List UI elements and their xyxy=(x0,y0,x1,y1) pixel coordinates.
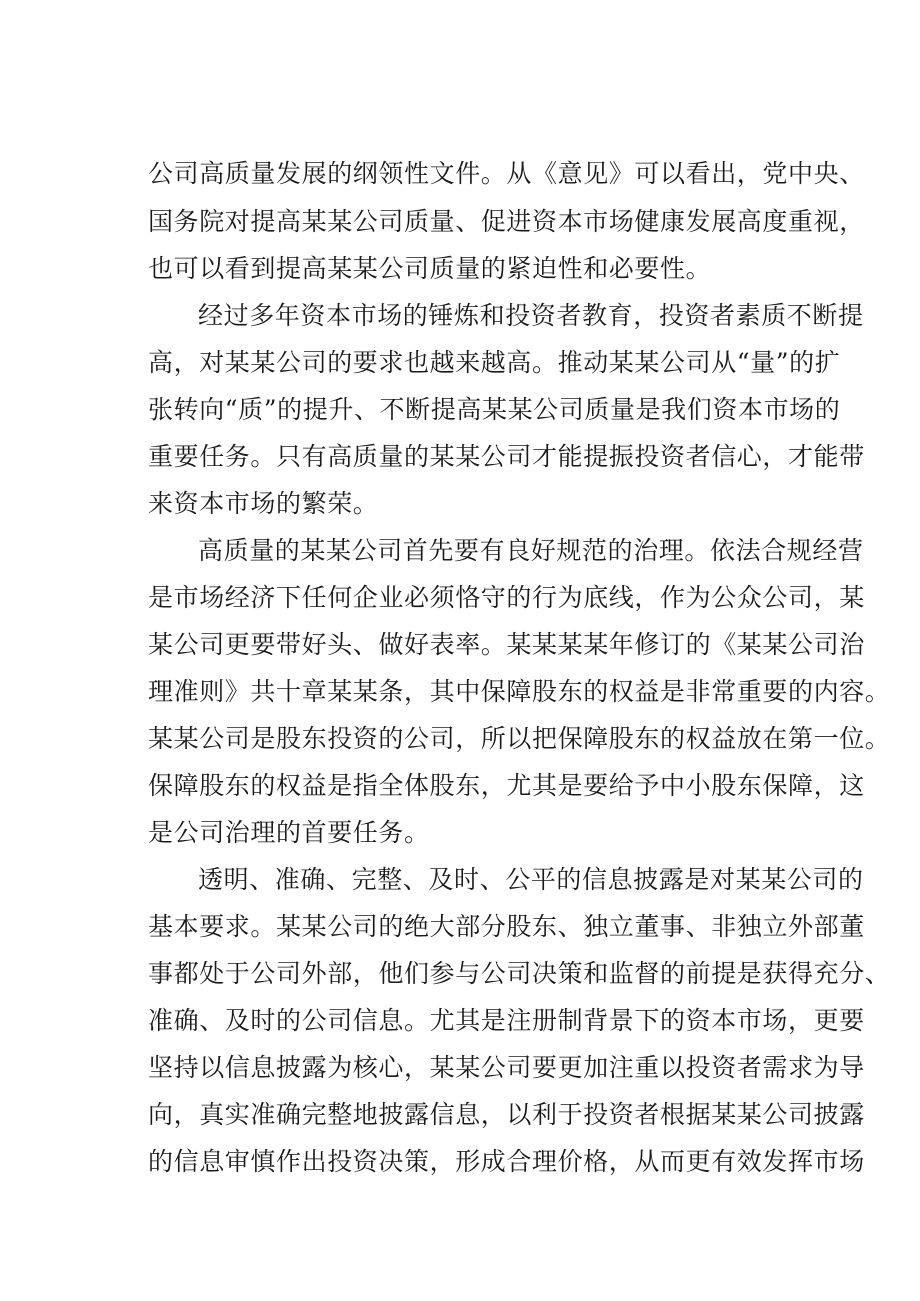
text-line: 的信息审慎作出投资决策，形成合理价格，从而更有效发挥市场 xyxy=(148,1147,865,1176)
text-line: 某某公司是股东投资的公司，所以把保障股东的权益放在第一位。 xyxy=(148,724,891,753)
text-line: 保障股东的权益是指全体股东，尤其是要给予中小股东保障，这 xyxy=(148,771,865,800)
text-line: 理准则》共十章某某条，其中保障股东的权益是非常重要的内容。 xyxy=(148,677,891,706)
text-line: 向，真实准确完整地披露信息，以利于投资者根据某某公司披露 xyxy=(148,1100,865,1129)
text-line: 高，对某某公司的要求也越来越高。推动某某公司从“量”的扩 xyxy=(148,348,841,377)
text-line: 准确、及时的公司信息。尤其是注册制背景下的资本市场，更要 xyxy=(148,1006,865,1035)
text-line: 重要任务。只有高质量的某某公司才能提振投资者信心，才能带 xyxy=(148,442,865,471)
text-line: 张转向“质”的提升、不断提高某某公司质量是我们资本市场的 xyxy=(148,395,841,424)
text-line: 公司高质量发展的纲领性文件。从《意见》可以看出，党中央、 xyxy=(148,159,865,188)
text-line: 经过多年资本市场的锤炼和投资者教育，投资者素质不断提 xyxy=(198,301,864,330)
text-line: 是公司治理的首要任务。 xyxy=(148,818,430,847)
text-line: 来资本市场的繁荣。 xyxy=(148,489,379,518)
text-line: 也可以看到提高某某公司质量的紧迫性和必要性。 xyxy=(148,254,712,283)
text-line: 高质量的某某公司首先要有良好规范的治理。依法合规经营 xyxy=(198,536,864,565)
text-line: 透明、准确、完整、及时、公平的信息披露是对某某公司的 xyxy=(198,865,864,894)
text-line: 是市场经济下任何企业必须恪守的行为底线，作为公众公司，某 xyxy=(148,583,865,612)
text-line: 国务院对提高某某公司质量、促进资本市场健康发展高度重视， xyxy=(148,207,865,236)
text-line: 基本要求。某某公司的绝大部分股东、独立董事、非独立外部董 xyxy=(148,912,865,941)
text-line: 坚持以信息披露为核心，某某公司要更加注重以投资者需求为导 xyxy=(148,1053,865,1082)
text-line: 事都处于公司外部，他们参与公司决策和监督的前提是获得充分、 xyxy=(148,959,891,988)
text-line: 某公司更要带好头、做好表率。某某某某年修订的《某某公司治 xyxy=(148,630,865,659)
